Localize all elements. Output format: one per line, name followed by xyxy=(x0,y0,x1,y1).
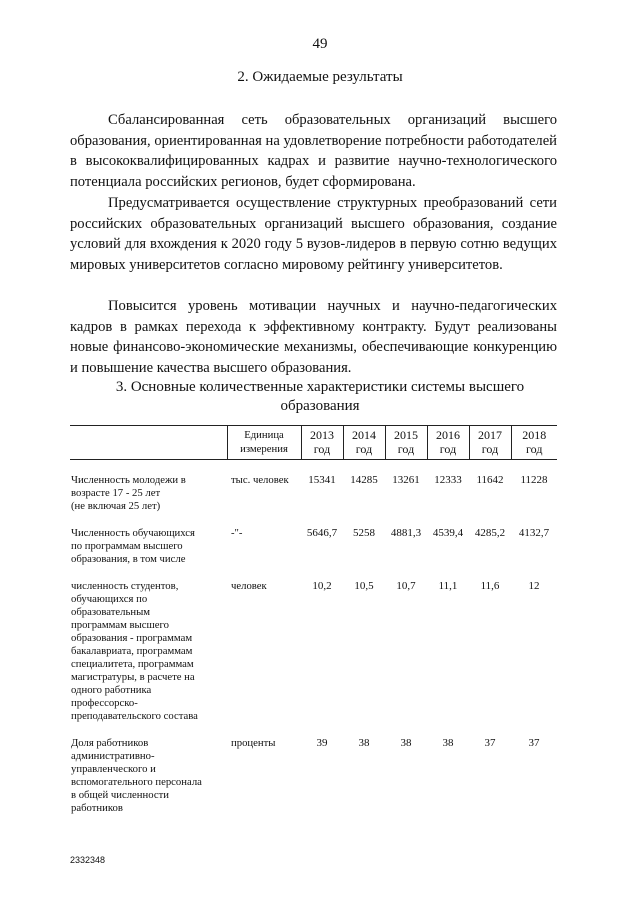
year-header-2013: 2013 год xyxy=(301,426,343,460)
value-cell: 10,7 xyxy=(396,580,416,592)
value-cell: 11228 xyxy=(520,474,548,486)
row-unit: человек xyxy=(231,580,267,592)
table-row-admin-staff-share xyxy=(70,737,557,815)
value-cell: 4285,2 xyxy=(474,527,506,539)
value-cell: 10,2 xyxy=(312,580,332,592)
table-row-students-per-staff xyxy=(70,580,557,723)
value-cell: 4881,3 xyxy=(390,527,422,539)
paragraph-3: Повысится уровень мотивации научных и научно-педагогических кадров в рамках перехода к эффективному контракту. Будут реализованы новые финансово-экономические механизмы, обеспечивающие конкуренцию и повышение качества высшего образования. xyxy=(70,298,557,376)
section-3-title-line-2: образования xyxy=(280,398,360,414)
row-label: Доля работников административно- управленческого и вспомогательного персонала в общей численности работников xyxy=(71,737,202,814)
table-header-row xyxy=(70,426,557,460)
paragraph-1: Сбалансированная сеть образовательных организаций высшего образования, ориентированная на удовлетворение потребности работодателей в высококвалифицированных кадрах и развитие научно-технологического потенциала российских регионов, будет сформирована. xyxy=(70,112,557,190)
row-unit: проценты xyxy=(231,737,276,749)
page-number: 49 xyxy=(312,36,328,52)
row-label: Численность обучающихся по программам высшего образования, в том числе xyxy=(71,527,195,565)
year-header-2017: 2017 год xyxy=(469,426,511,460)
section-3-title-line-1: 3. Основные количественные характеристики системы высшего xyxy=(115,379,525,395)
value-cell: 12333 xyxy=(434,474,462,486)
value-cell: 38 xyxy=(400,737,412,749)
value-cell: 38 xyxy=(358,737,370,749)
value-cell: 11642 xyxy=(476,474,504,486)
value-cell: 5646,7 xyxy=(306,527,338,539)
characteristics-table xyxy=(70,425,557,815)
unit-header-cell: Единица измерения xyxy=(227,426,301,460)
indicator-header-cell xyxy=(70,426,227,460)
value-cell: 37 xyxy=(528,737,540,749)
value-cell: 13261 xyxy=(392,474,420,486)
value-cell: 37 xyxy=(484,737,496,749)
value-cell: 4539,4 xyxy=(432,527,464,539)
value-cell: 14285 xyxy=(350,474,378,486)
row-unit: тыс. человек xyxy=(231,474,289,486)
table-row-youth xyxy=(70,474,557,513)
value-cell: 5258 xyxy=(353,527,375,539)
year-header-2016: 2016 год xyxy=(427,426,469,460)
value-cell: 4132,7 xyxy=(518,527,550,539)
year-header-2014: 2014 год xyxy=(343,426,385,460)
value-cell: 38 xyxy=(442,737,454,749)
document-code: 2332348 xyxy=(70,855,106,865)
value-cell: 11,1 xyxy=(438,580,458,592)
value-cell: 39 xyxy=(316,737,328,749)
section-2-title: 2. Ожидаемые результаты xyxy=(237,69,403,85)
value-cell: 15341 xyxy=(308,474,336,486)
value-cell: 12 xyxy=(528,580,540,592)
table-row-students-total xyxy=(70,527,557,566)
section-3-title xyxy=(60,378,580,416)
row-label: Численность молодежи в возрасте 17 - 25 лет (не включая 25 лет) xyxy=(71,474,186,512)
row-label: численность студентов, обучающихся по образовательным программам высшего образования - программам бакалавриата, программам специалитета, программам магистратуры, в расчете на одного работника профессорско- преподавательского состава xyxy=(71,580,198,722)
year-header-2015: 2015 год xyxy=(385,426,427,460)
value-cell: 10,5 xyxy=(354,580,374,592)
paragraph-2: Предусматривается осуществление структурных преобразований сети российских образовательных организаций высшего образования, создание условий для вхождения к 2020 году 5 вузов-лидеров в первую сотню ведущих мировых университетов согласно мировому рейтингу университетов. xyxy=(70,195,557,273)
row-unit: -"- xyxy=(231,527,243,539)
year-header-2018: 2018 год xyxy=(511,426,557,460)
value-cell: 11,6 xyxy=(480,580,500,592)
